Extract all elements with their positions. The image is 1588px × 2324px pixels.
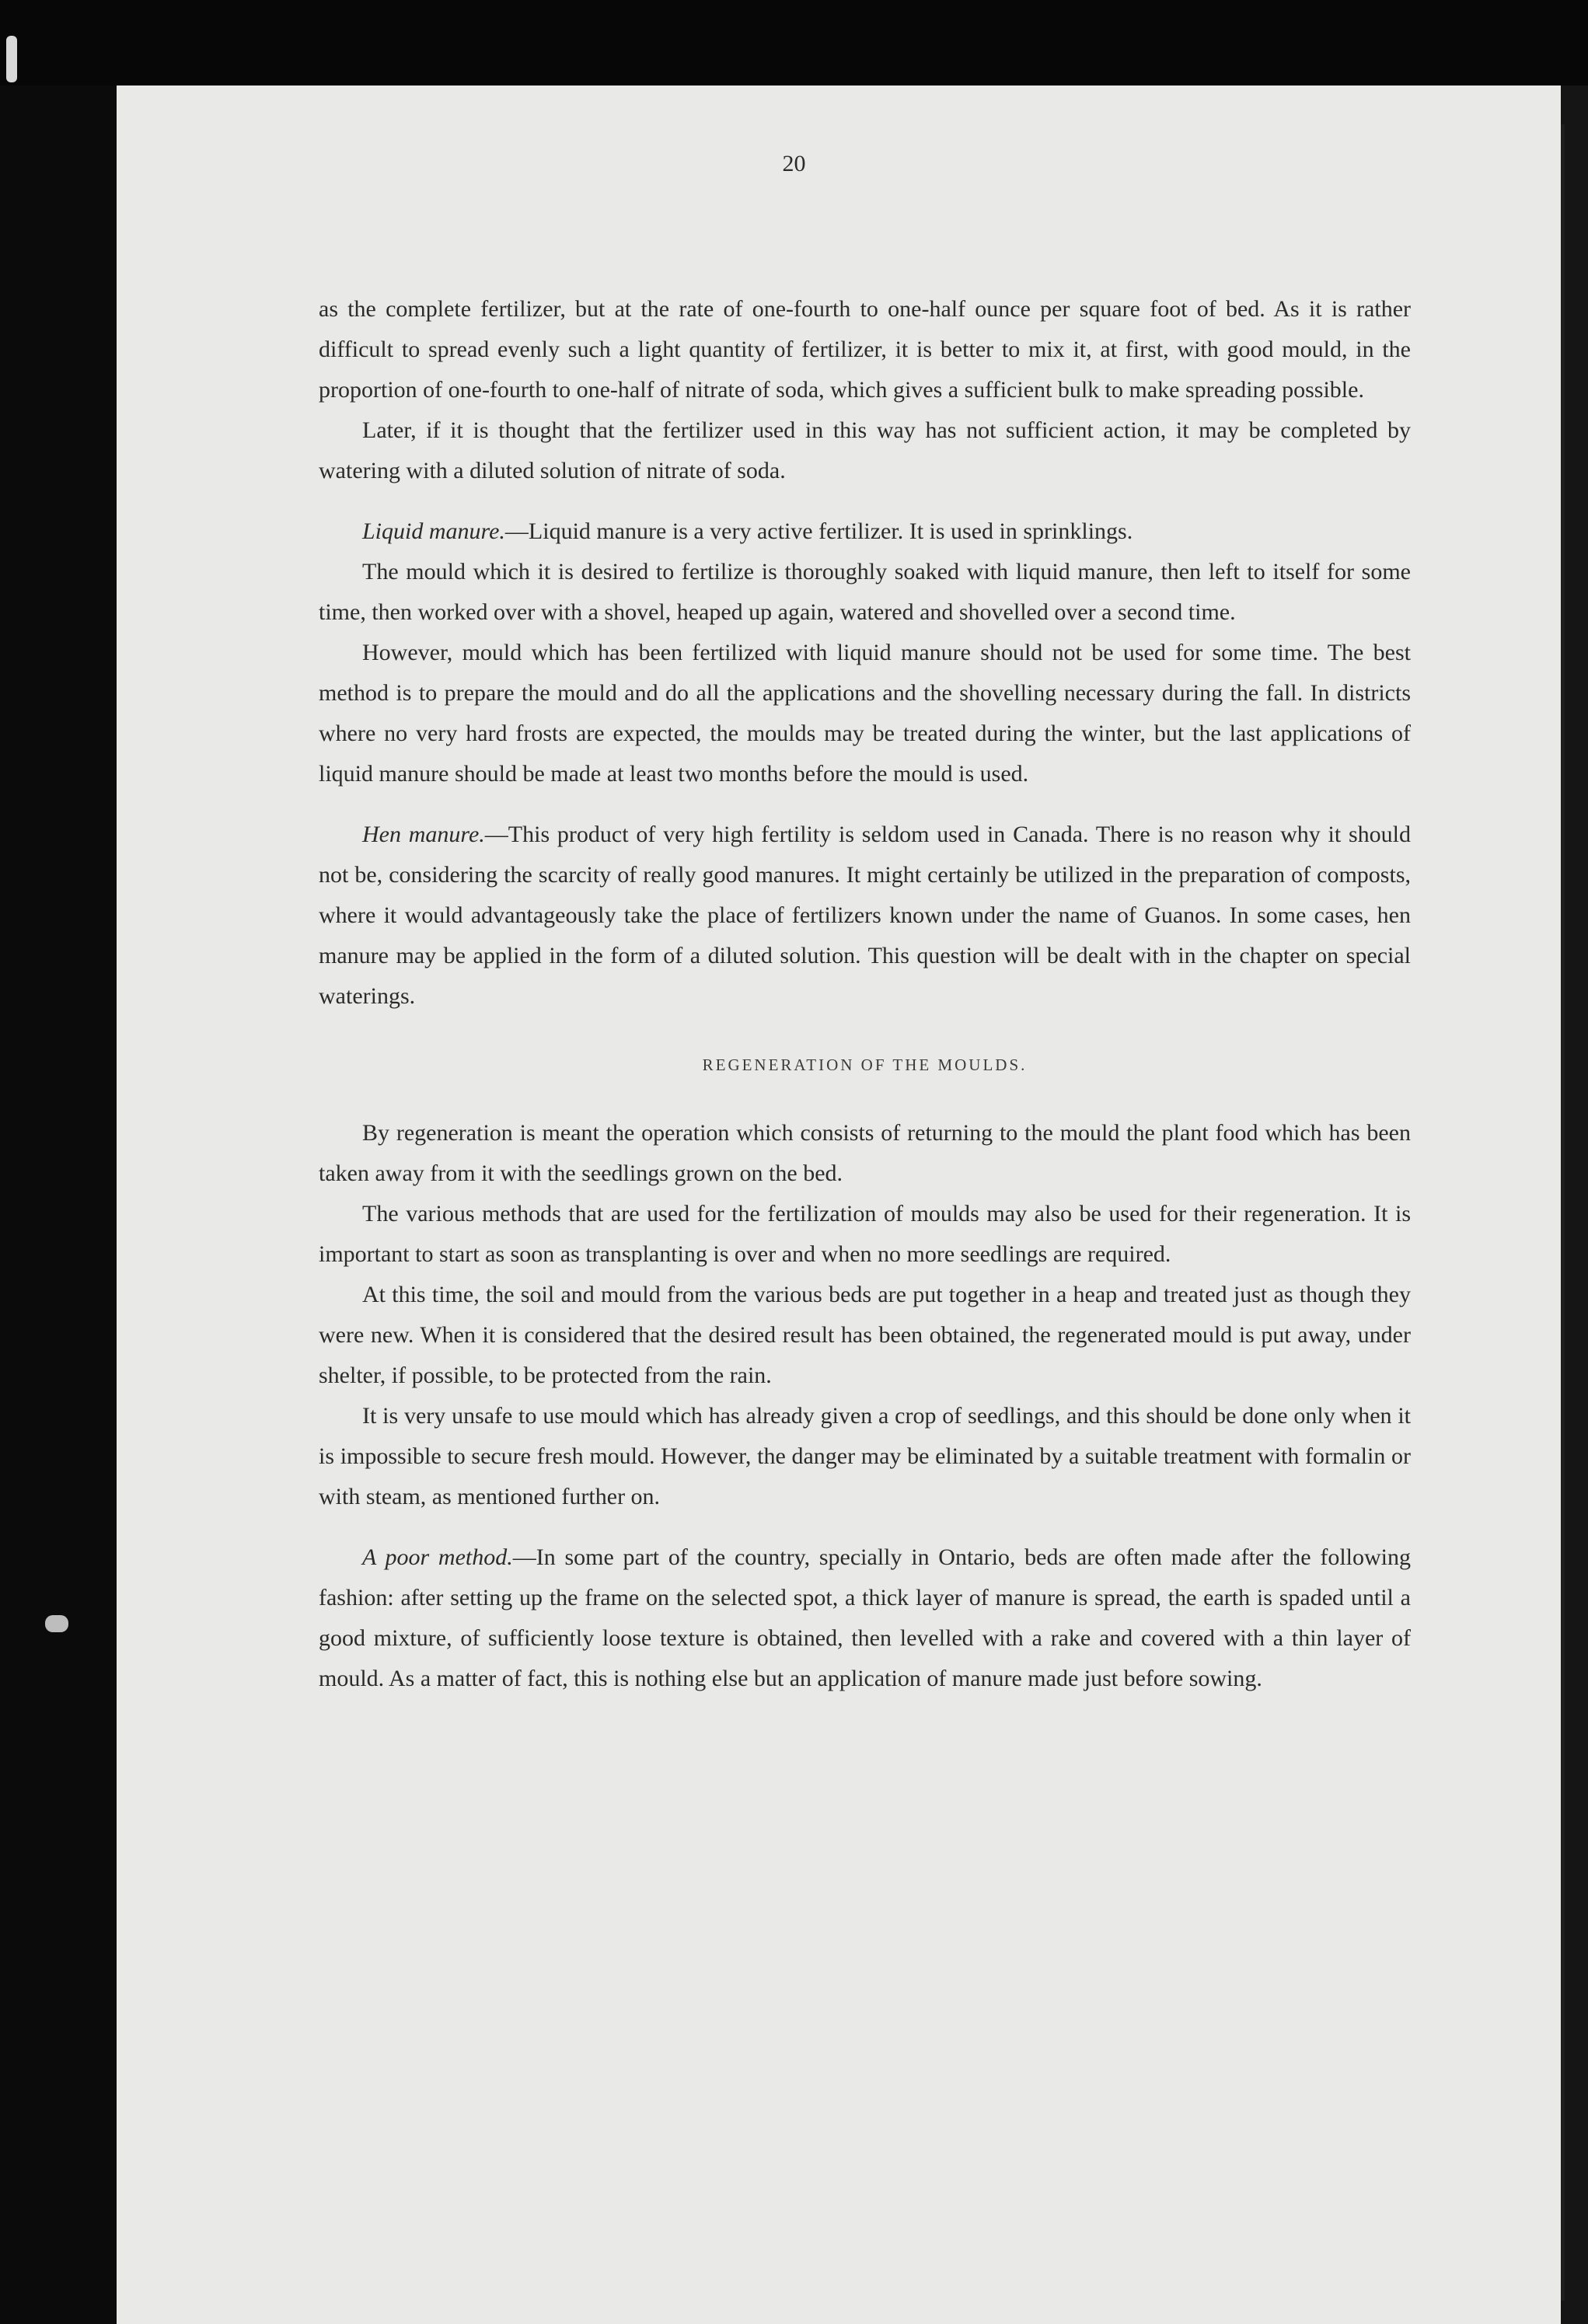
paragraph-text: However, mould which has been fertilized with liquid manure should not be used for some time. The best method is to prepare the mould and do all the applications and the shovelling necessary during the fall. In districts where no very hard frosts are expected, the moulds may be treated during the winter, but the last applications of liquid manure should be made at least two months before the mould is used. (319, 640, 1411, 787)
paragraph-text: By regeneration is meant the operation which consists of returning to the mould the plant food which has been taken away from it with the seedlings grown on the bed. (319, 1120, 1411, 1186)
paragraph-text: Later, if it is thought that the fertilizer used in this way has not sufficient action, it may be completed by watering with a diluted solution of nitrate of soda. (319, 417, 1411, 483)
paragraph (319, 1194, 1411, 1275)
paragraph-text: At this time, the soil and mould from the various beds are put together in a heap and treated just as though they were new. When it is considered that the desired result has been obtained, the regenerated mould is put away, under shelter, if possible, to be protected from the rain. (319, 1282, 1411, 1388)
paragraph-text: It is very unsafe to use mould which has already given a crop of seedlings, and this should be done only when it is impossible to secure fresh mould. However, the danger may be eliminated by a suitable treatment with formalin or with steam, as mentioned further on. (319, 1403, 1411, 1509)
section-heading: REGENERATION OF THE MOULDS. (702, 1056, 1028, 1074)
document-body (319, 289, 1411, 1699)
paragraph (319, 1113, 1411, 1194)
scan-border-right (1561, 85, 1588, 2324)
paragraph (319, 289, 1411, 410)
paragraph-lead: A poor method. (362, 1544, 513, 1570)
paragraph-text: The mould which it is desired to fertilize is thoroughly soaked with liquid manure, then left to itself for some time, then worked over with a shovel, heaped up again, watered and shovelled over a second time. (319, 559, 1411, 625)
scan-speck-icon (45, 1615, 68, 1632)
paragraph-lead: Liquid manure. (362, 518, 505, 544)
page-edge-line (1561, 124, 1565, 2301)
paragraph-text: —This product of very high fertility is seldom used in Canada. There is no reason why it should not be, considering the scarcity of really good manures. It might certainly be utilized in the preparation of composts, where it would advantageously take the place of fertilizers known under the name of Guanos. In some cases, hen manure may be applied in the form of a diluted solution. This question will be dealt with in the chapter on special waterings. (319, 822, 1411, 1009)
paragraph (319, 1396, 1411, 1517)
paragraph (319, 552, 1411, 633)
scan-border-top (0, 0, 1588, 85)
paragraph (319, 633, 1411, 794)
paragraph (319, 815, 1411, 1017)
paragraph-text: as the complete fertilizer, but at the rate of one-fourth to one-half ounce per square foot of bed. As it is rather difficult to spread evenly such a light quantity of fertilizer, it is better to mix it, at first, with good mould, in the proportion of one-fourth to one-half of nitrate of soda, which gives a sufficient bulk to make spreading possible. (319, 296, 1411, 403)
page-number: 20 (782, 151, 806, 176)
scan-speck-icon (6, 36, 17, 82)
paragraph-text: —Liquid manure is a very active fertilizer. It is used in sprinklings. (504, 518, 1133, 544)
paragraph (319, 511, 1411, 552)
paragraph-text: The various methods that are used for the fertilization of moulds may also be used for their regeneration. It is important to start as soon as transplanting is over and when no more seedlings are required. (319, 1201, 1411, 1267)
paragraph-text: —In some part of the country, specially in Ontario, beds are often made after the following fashion: after setting up the frame on the selected spot, a thick layer of manure is spread, the earth is spaded until a good mixture, of sufficiently loose texture is obtained, then levelled with a rake and covered with a thin layer of mould. As a matter of fact, this is nothing else but an application of manure made just before sowing. (319, 1544, 1411, 1691)
paragraph (319, 1275, 1411, 1396)
paragraph-lead: Hen manure. (362, 822, 485, 847)
paragraph (319, 1537, 1411, 1699)
paragraph (319, 410, 1411, 491)
